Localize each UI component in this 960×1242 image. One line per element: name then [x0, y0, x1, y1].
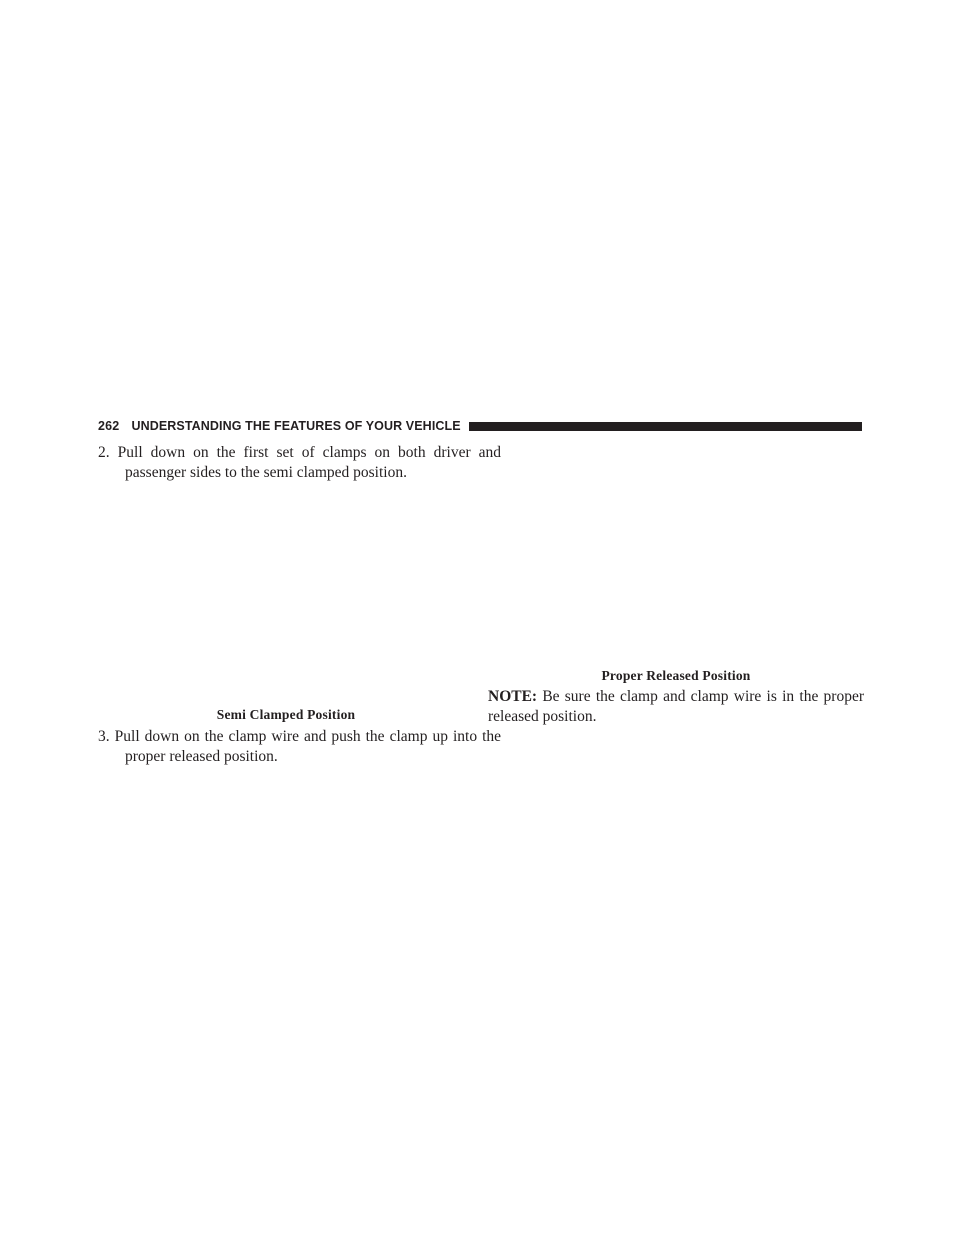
note-block — [488, 687, 864, 727]
step-2-number: 2. — [98, 444, 110, 461]
step-2 — [98, 443, 501, 483]
section-title: UNDERSTANDING THE FEATURES OF YOUR VEHICLE — [131, 419, 461, 433]
note-label: NOTE: — [488, 688, 538, 705]
semi-clamped-figure — [98, 492, 474, 702]
page-header — [98, 418, 862, 434]
note-text: Be sure the clamp and clamp wire is in the proper released position. — [488, 688, 864, 725]
page-number: 262 — [98, 419, 120, 433]
step-3-text: Pull down on the clamp wire and push the clamp up into the proper released position. — [114, 728, 502, 765]
step-3 — [98, 727, 501, 767]
semi-clamped-caption: Semi Clamped Position — [216, 707, 356, 722]
step-3-number: 3. — [98, 728, 110, 745]
header-rule — [469, 422, 862, 431]
step-2-text: Pull down on the first set of clamps on both driver and passenger sides to the semi clamped position. — [117, 444, 502, 481]
proper-released-caption: Proper Released Position — [601, 668, 751, 683]
proper-released-figure — [488, 442, 864, 662]
